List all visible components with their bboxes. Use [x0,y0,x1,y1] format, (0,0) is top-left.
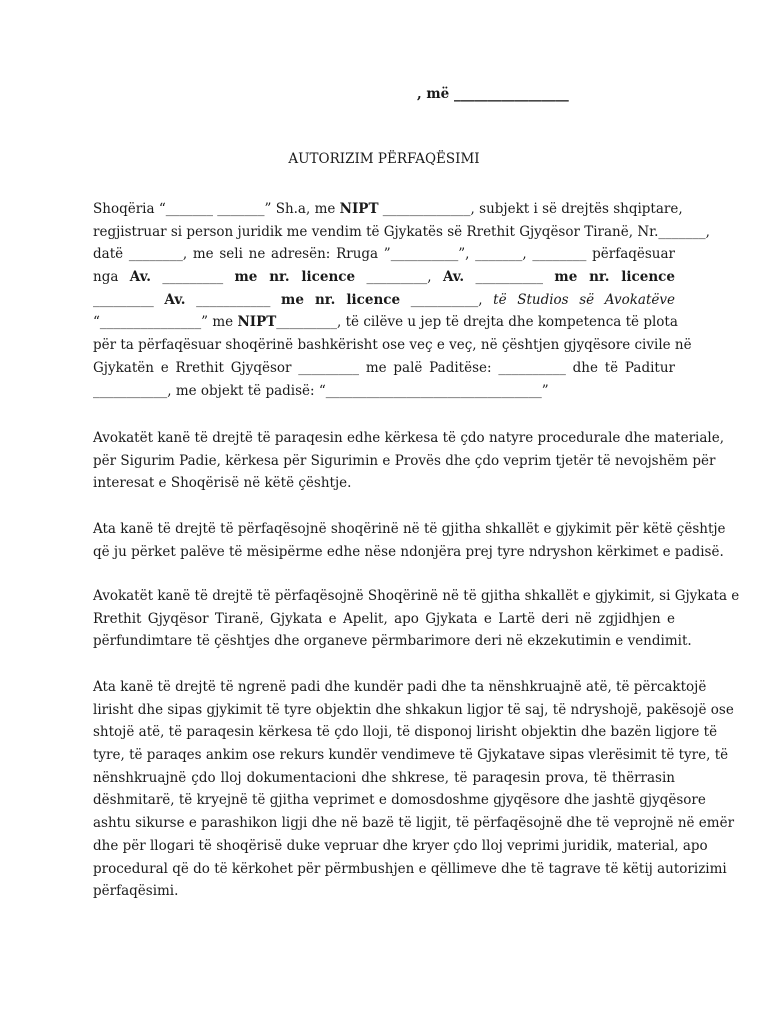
text-line: dëshmitarë, të kryejnë të gjitha veprimet e domosdoshme gjyqësore dhe jashtë gjyqësore [93,792,706,809]
text-line [93,198,683,221]
text-line: Avokatët kanë të drejtë të përfaqësojnë Shoqërinë në të gjitha shkallët e gjykimit, si Gjykata e [93,588,740,604]
lawyer-label: Av. [442,269,465,286]
text-line: Avokatët kanë të drejtë të paraqesin edhe kërkesa të çdo natyre procedurale dhe materiale, [93,430,724,446]
text-line: Ata kanë të drejtë të përfaqësojnë shoqërinë në të gjitha shkallët e gjykimit për këtë çështje [93,521,726,537]
text-run: Shoqëria “_______ _______” Sh.a, me [93,201,340,217]
text-run: _____________, subjekt i së drejtës shqiptare, [378,201,683,217]
text-line [93,266,675,289]
license-label: me nr. licence [234,269,356,286]
text-line [93,311,678,334]
text-run: “_______________” [93,314,209,331]
text-line: Rrethit Gjyqësor Tiranë, Gjykata e Apelit, apo Gjykata e Lartë deri në zgjidhjen e [93,610,675,627]
paragraph-representation-scope [93,518,726,563]
text-line: ashtu sikurse e parashikon ligji dhe në bazë të ligjit, të përfaqësojnë dhe të veprojnë në emër [93,815,735,832]
text-run: __________, [400,291,494,308]
text-run: __________ [464,269,555,286]
text-line: për ta përfaqësuar shoqërinë bashkërisht ose veç e veç, në çështjen gjyqësore civile në [93,337,692,354]
text-run: _________, të cilëve u jep të drejta dhe kompetenca të plota [276,314,678,331]
text-run: nga [93,269,130,286]
paragraph-company-details [93,198,710,402]
nipt-label: NIPT [237,314,277,331]
text-run: me [208,314,238,331]
text-line: procedural që do të kërkohet për përmbushjen e qëllimeve dhe të tagrave të këtij autorizimi [93,860,727,877]
text-line: interesat e Shoqërisë në këtë çështje. [93,475,352,492]
paragraph-court-levels [93,585,740,653]
license-label: me nr. licence [554,269,675,286]
paragraph-powers [93,676,735,903]
lawyer-label: Av. [164,291,186,308]
text-line: Gjykatën e Rrethit Gjyqësor _________ me palë Paditëse: __________ dhe të Paditur [93,359,675,376]
document-title: AUTORIZIM PËRFAQËSIMI [288,151,480,167]
text-line: dhe për llogari të shoqërisë duke vepruar dhe kryer çdo lloj veprimi juridik, material, apo [93,837,708,854]
text-line: datë ________, me seli ne adresën: Rruga ”__________”, _______, ________ përfaqësuar [93,246,675,263]
text-line: lirisht dhe sipas gjykimit të tyre objektin dhe shkakun ligjor të saj, të ndryshojë, pakësojë ose [93,701,734,718]
text-line: tyre, të paraqes ankim ose rekurs kundër vendimeve të Gjykatave sipas vlerësimit të tyre, të [93,747,729,764]
nipt-label: NIPT [339,201,379,217]
date-line: , më _________________ [417,86,569,102]
text-line: përfundimtare të çështjes dhe organeve përmbarimore deri në ekzekutimin e vendimit. [93,633,692,650]
text-run: _________ [150,269,235,286]
text-run: _________, [355,269,443,286]
text-line [93,289,675,312]
text-line: Ata kanë të drejtë të ngrenë padi dhe kundër padi dhe ta nënshkruajnë atë, të përcaktojë [93,679,707,695]
lawyer-label: Av. [129,269,151,286]
text-run: ___________ [185,291,282,308]
text-run: _________ [93,291,165,308]
license-label: me nr. licence [281,291,401,308]
paragraph-procedural-requests [93,427,724,495]
studio-label: të Studios së Avokatëve [493,291,675,308]
text-line: për Sigurim Padie, kërkesa për Sigurimin e Provës dhe çdo veprim tjetër të nevojshëm për [93,452,716,469]
text-line: përfaqësimi. [93,883,179,900]
text-line: shtojë atë, të paraqesin kërkesa të çdo lloji, të disponoj lirisht objektin dhe bazën ligjore të [93,724,718,741]
text-line: nënshkruajnë çdo lloj dokumentacioni dhe shkrese, të paraqesin prova, të thërrasin [93,769,675,786]
text-line: që ju përket palëve të mësipërme edhe nëse ndonjëra prej tyre ndryshon kërkimet e padisë. [93,543,724,560]
text-line: regjistruar si person juridik me vendim të Gjykatës së Rrethit Gjyqësor Tiranë, Nr._______, [93,223,710,240]
text-line: ___________, me objekt të padisë: “________________________________” [93,382,549,399]
